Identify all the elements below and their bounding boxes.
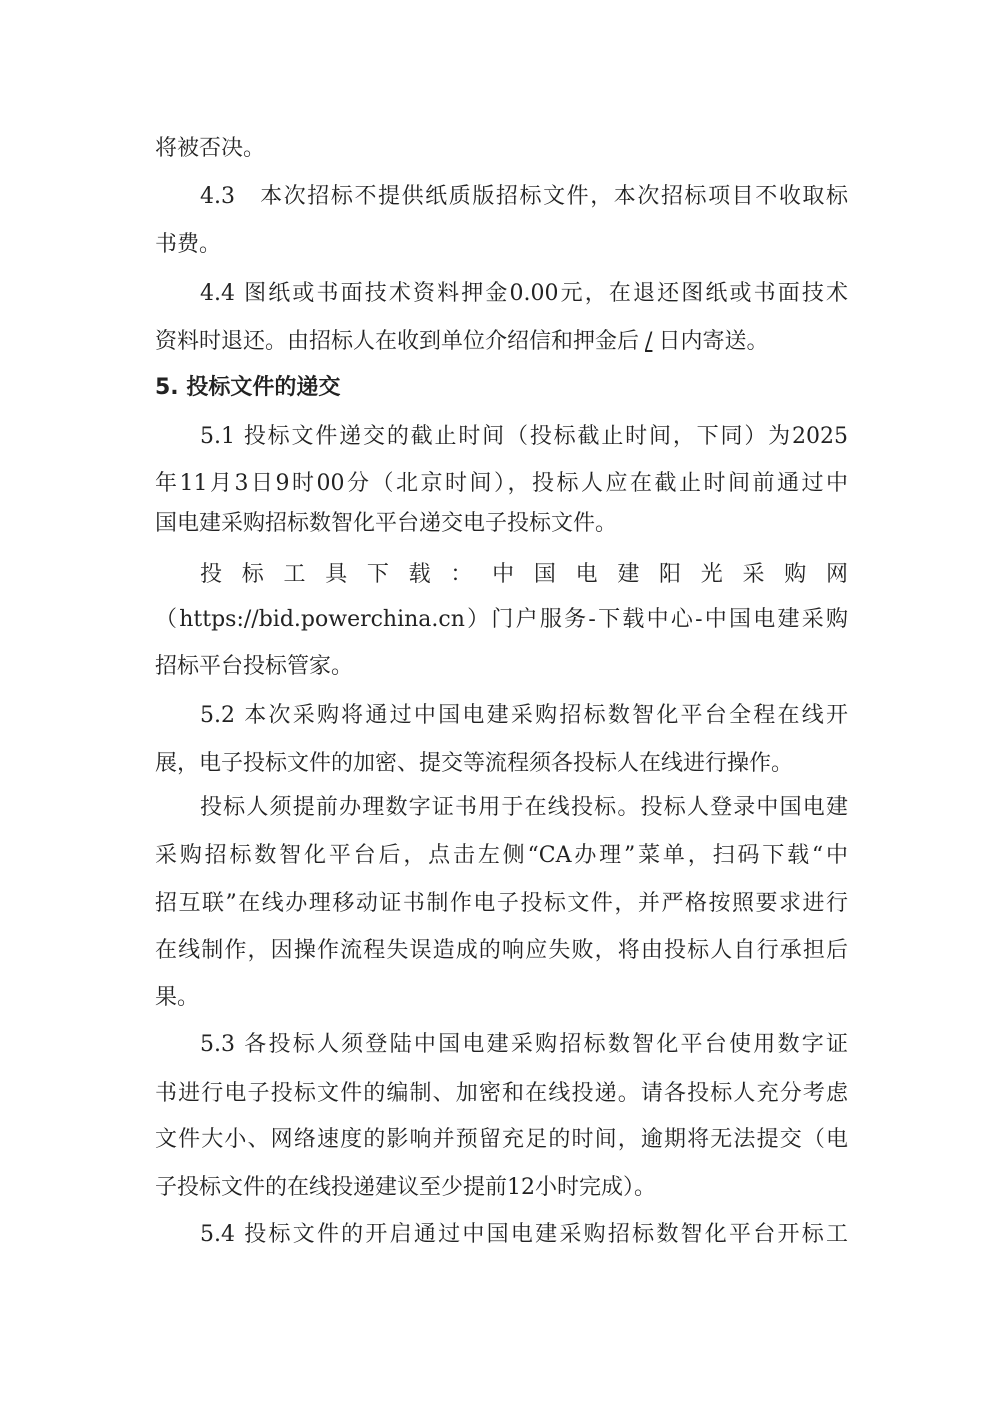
line-text: （https://bid.powerchina.cn）门户服务-下载中心-中国电建采购 — [155, 607, 848, 632]
text-line — [155, 606, 848, 634]
text-line — [155, 937, 848, 965]
text-line — [155, 1126, 848, 1154]
text-line — [155, 510, 848, 538]
line-text: 国电建采购招标数智化平台递交电子投标文件。 — [155, 511, 618, 536]
text-line — [200, 561, 848, 589]
line-text: 4.3 本次招标不提供纸质版招标文件，本次招标项目不收取标 — [200, 184, 848, 209]
line-text: 投标人须提前办理数字证书用于在线投标。投标人登录中国电建 — [200, 795, 848, 820]
line-text: 果。 — [155, 985, 200, 1010]
text-line — [155, 470, 848, 498]
line-text: 5. 投标文件的递交 — [155, 375, 341, 400]
line-text: 书费。 — [155, 232, 222, 257]
text-line — [155, 890, 848, 918]
line-text: 展，电子投标文件的加密、提交等流程须各投标人在线进行操作。 — [155, 751, 794, 776]
section-heading — [155, 374, 848, 402]
text-line — [200, 1031, 848, 1059]
text-line — [155, 653, 848, 681]
text-line — [155, 750, 848, 778]
line-text: 投标工具下载：中国电建阳光采购网 — [200, 562, 848, 587]
line-text-after: 日内寄送。 — [658, 329, 769, 354]
line-text: 资料时退还。由招标人在收到单位介绍信和押金后 — [155, 329, 640, 354]
line-text: 采购招标数智化平台后，点击左侧“CA办理”菜单，扫码下载“中 — [155, 843, 848, 868]
text-line — [155, 135, 848, 163]
line-text: 5.1 投标文件递交的截止时间（投标截止时间，下同）为2025 — [200, 424, 848, 449]
line-text: 招互联”在线办理移动证书制作电子投标文件，并严格按照要求进行 — [155, 891, 848, 916]
text-line — [200, 183, 848, 211]
text-line — [155, 842, 848, 870]
text-line — [155, 1174, 848, 1202]
line-text: 将被否决。 — [155, 136, 266, 161]
line-text: 5.2 本次采购将通过中国电建采购招标数智化平台全程在线开 — [200, 703, 848, 728]
text-line — [200, 1221, 848, 1249]
line-text: 年11月3日9时00分（北京时间），投标人应在截止时间前通过中 — [155, 471, 848, 496]
text-line — [155, 1080, 848, 1108]
line-text: 在线制作，因操作流程失误造成的响应失败，将由投标人自行承担后 — [155, 938, 848, 963]
line-text: 文件大小、网络速度的影响并预留充足的时间，逾期将无法提交（电 — [155, 1127, 848, 1152]
line-text: 5.4 投标文件的开启通过中国电建采购招标数智化平台开标工 — [200, 1222, 848, 1247]
text-line — [200, 280, 848, 308]
fill-in-blank: / — [645, 329, 653, 354]
line-text: 书进行电子投标文件的编制、加密和在线投递。请各投标人充分考虑 — [155, 1081, 848, 1106]
line-text: 5.3 各投标人须登陆中国电建采购招标数智化平台使用数字证 — [200, 1032, 848, 1057]
text-line — [200, 702, 848, 730]
text-line — [200, 423, 848, 451]
line-text: 子投标文件的在线投递建议至少提前12小时完成）。 — [155, 1175, 656, 1200]
text-line — [155, 231, 848, 259]
line-text: 4.4 图纸或书面技术资料押金0.00元，在退还图纸或书面技术 — [200, 281, 848, 306]
text-line — [200, 794, 848, 822]
text-line — [155, 328, 848, 356]
text-line — [155, 984, 848, 1012]
line-text: 招标平台投标管家。 — [155, 654, 354, 679]
